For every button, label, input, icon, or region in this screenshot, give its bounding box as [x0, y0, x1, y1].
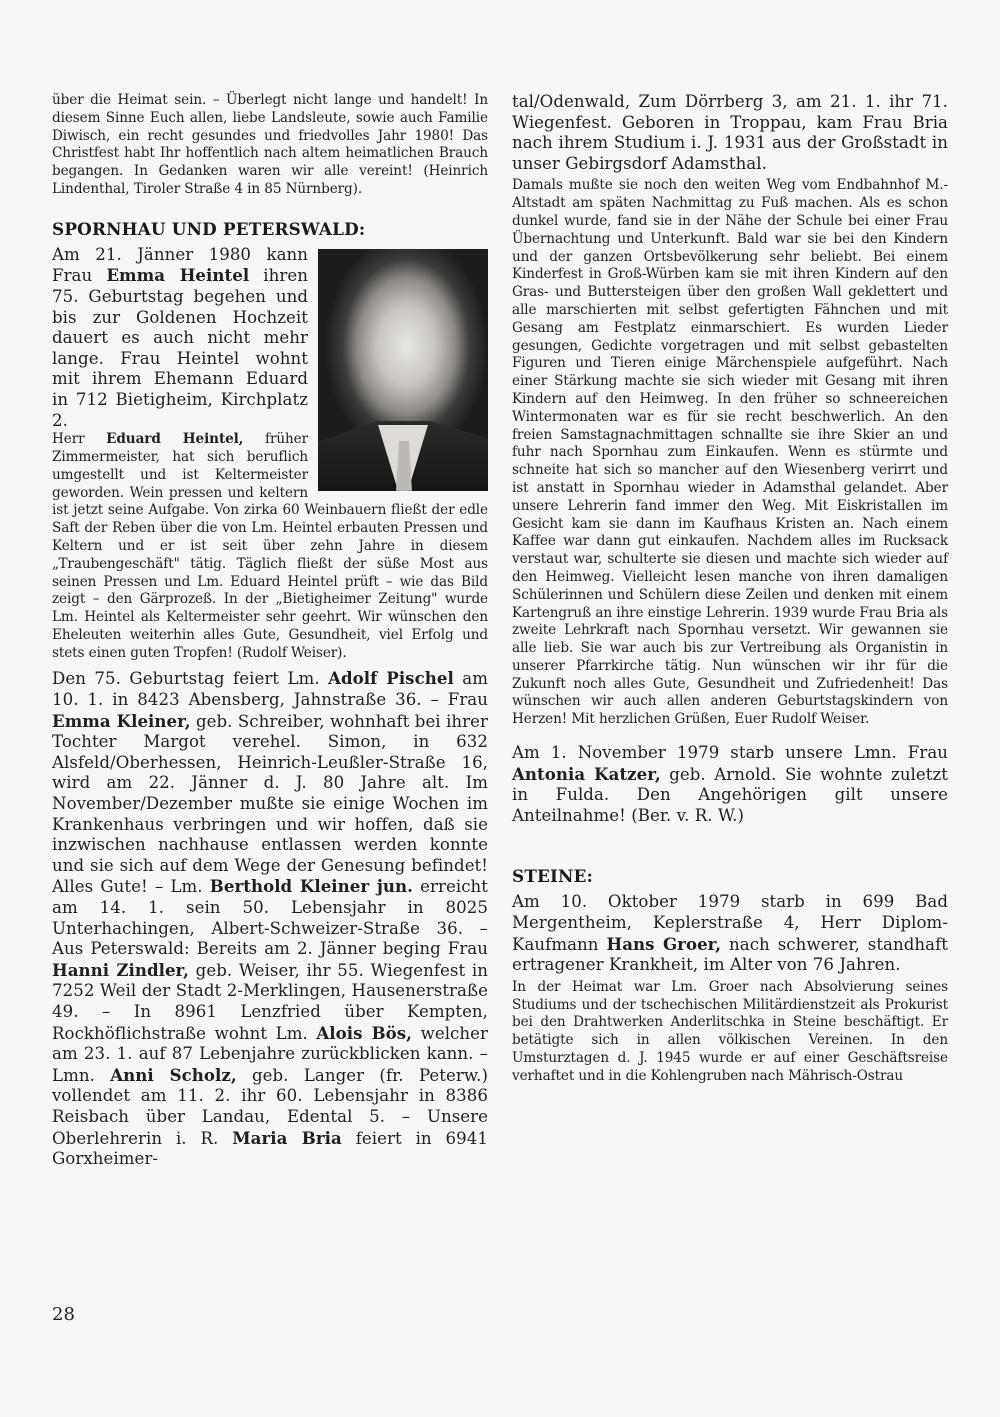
person-name: Emma Kleiner, [52, 710, 191, 731]
section-heading-steine: STEINE: [512, 866, 593, 887]
eduard-heintel-paragraph: Herr Eduard Heintel, früher Zimmermeister, hat sich beruflich umgestellt und ist Keltermeister geworden. Wein pressen und keltern ist jetzt seine Aufgabe. Von zirka 60 Weinbauern fließt der edle Saft der Reben über die von Lm. Heintel erbauten Pressen und Keltern und er ist seit über zehn Jahre in diesem „Traubengeschäft" tätig. Täglich fließt der süße Most aus seinen Pressen und Lm. Eduard Heintel prüft – wie das Bild zeigt – den Gärprozeß. In der „Bietigheimer Zeitung" wurde Lm. Heintel als Keltermeister sehr geehrt. Wir wünschen den Eheleuten weiterhin alles Gute, Gesundheit, viel Erfolg und stets einen guten Tropfen! (Rudolf Weiser). [52, 431, 488, 661]
page-number: 28 [52, 1304, 75, 1325]
intro-paragraph: über die Heimat sein. – Überlegt nicht lange und handelt! In diesem Sinne Euch allen, liebe Landsleute, sowie auch Familie Diwisch, ein recht gesundes und friedvolles Jahr 1980! Das Christfest habt Ihr hoffentlich nach altem heimatlichen Brauch begangen. In Gedanken waren wir alle vereint! (Heinrich Lindenthal, Tiroler Straße 4 in 85 Nürnberg). [52, 92, 488, 197]
bria-story-paragraph: Damals mußte sie noch den weiten Weg vom Endbahnhof M.-Altstadt am späten Nachmittag zu Fuß machen. Als es schon dunkel wurde, fand sie in der Nähe der Schule bei einer Frau Übernachtung und Unterkunft. Bald war sie bei den Kindern und der ganzen Ortsbevölkerung sehr beliebt. Bei einem Kinderfest in Groß-Würben kam sie mit ihren Kindern auf den Gras- und Buttersteigen über den großen Wall geklettert und alle marschierten mit selbst gefertigten Fähnchen und mit Gesang am Festplatz einmarschiert. Es wurden Lieder gesungen, Gedichte vorgetragen und mit selbst gebastelten Figuren und Tieren einige Märchenspiele aufgeführt. Nach einer Stärkung machte sie sich wieder mit Gesang mit ihren Kindern auf den Heimweg. In den früher so schneereichen Wintermonaten war es für sie recht beschwerlich. An den freien Samstagnachmittagen schnallte sie ihre Skier an und fuhr nach Spornhau zum Einkaufen. Wenn es stürmte und schneite hat sich so mancher auf den Wiesenberg verirrt und ist anstatt in Spornhau wieder in Adamsthal gelandet. Aber unsere Lehrerin fand immer den Weg. Mit Eiskristallen im Gesicht kam sie dann im Kaufhaus Kristen an. Nach einem Kaffee war dann gut einkaufen. Nachdem alles im Rucksack verstaut war, schulterte sie diesen und machte sich wieder auf den Heimweg. Vielleicht lesen manche von ihren damaligen Schülerinnen und Schülern diese Zeilen und denken mit einem Kartengruß an ihre einstige Lehrerin. 1939 wurde Frau Bria als zweite Lehrkraft nach Spornhau versetzt. Wir gewannen sie alle lieb. Sie war auch bis zur Vertreibung als Organistin in unserer Pfarrkirche tätig. Nun wünschen wir ihr für die Zukunft noch alles Gute, Gesundheit und Zufriedenheit! Das wünschen wir auch allen anderen Geburtstagskindern von Herzen! Mit herzlichen Grüßen, Euer Rudolf Weiser. [512, 177, 948, 728]
portrait-photo-icon [318, 249, 488, 491]
person-name: Hanni Zindler, [52, 959, 189, 980]
birthdays-paragraph: Den 75. Geburtstag feiert Lm. Adolf Pischel am 10. 1. in 8423 Abensberg, Jahnstraße 36. – Frau Emma Kleiner, geb. Schreiber, wohnhaft bei ihrer Tochter Margot verehel. Simon, in 632 Alsfeld/Oberhessen, Heinrich-Leußler-Straße 16, wird am 22. Jänner d. J. 80 Jahre alt. Im November/Dezember mußte sie einige Wochen im Krankenhaus verbringen und wir hoffen, daß sie inzwischen nachhause entlassen werden konnte und sie sich auf dem Wege der Genesung befindet! Alles Gute! – Lm. Berthold Kleiner jun. erreicht am 14. 1. sein 50. Lebensjahr in 8025 Unterhachingen, Albert-Schweizer-Straße 36. – Aus Peterswald: Bereits am 2. Jänner beging Frau Hanni Zindler, geb. Weiser, ihr 55. Wiegenfest in 7252 Weil der Stadt 2-Merklingen, Hausenerstraße 49. – In 8961 Lenzfried über Kempten, Rockhöflichstraße wohnt Lm. Alois Bös, welcher am 23. 1. auf 87 Lebenjahre zurückblicken kann. – Lmn. Anni Scholz, geb. Langer (fr. Peterw.) vollendet am 11. 2. ihr 60. Lebensjahr in 8386 Reisbach über Landau, Edental 5. – Unsere Oberlehrerin i. R. Maria Bria feiert in 6941 Gorxheimer- [52, 668, 489, 1169]
person-name: Antonia Katzer, [512, 763, 661, 784]
right-column [512, 92, 948, 1086]
bria-continued-paragraph: tal/Odenwald, Zum Dörrberg 3, am 21. 1. ihr 71. Wiegenfest. Geboren in Troppau, kam Frau Bria nach ihrem Studium i. J. 1931 aus der Großstadt in unser Gebirgsdorf Adamsthal. [512, 92, 948, 173]
section-heading-spornhau-peterswald: SPORNHAU UND PETERSWALD: [52, 218, 366, 239]
person-name: Eduard Heintel, [106, 431, 244, 448]
person-name: Hans Groer, [606, 933, 722, 954]
person-name: Anni Scholz, [110, 1064, 237, 1085]
person-name: Berthold Kleiner jun. [209, 876, 413, 897]
left-column [52, 92, 488, 1170]
heintel-birthday-paragraph: Am 21. Jänner 1980 kann Frau Emma Heintel ihren 75. Geburtstag begehen und bis zur Goldenen Hochzeit dauert es auch nicht mehr lange. Frau Heintel wohnt mit ihrem Ehemann Eduard in 712 Bietigheim, Kirchplatz 2. [52, 244, 308, 430]
person-name: Alois Bös, [316, 1022, 412, 1043]
person-name: Maria Bria [232, 1127, 342, 1148]
groer-obituary-paragraph: Am 10. Oktober 1979 starb in 699 Bad Mergentheim, Keplerstraße 4, Herr Diplom-Kaufmann Hans Groer, nach schwerer, standhaft ertragener Krankheit, im Alter von 76 Jahren. [512, 892, 948, 975]
person-name: Emma Heintel [106, 265, 250, 286]
katzer-obituary-paragraph: Am 1. November 1979 starb unsere Lmn. Frau Antonia Katzer, geb. Arnold. Sie wohnte zuletzt in Fulda. Den Angehörigen gilt unsere Anteilnahme! (Ber. v. R. W.) [512, 743, 949, 825]
person-name: Adolf Pischel [328, 668, 454, 689]
groer-story-paragraph: In der Heimat war Lm. Groer nach Absolvierung seines Studiums und der tschechischen Militärdienstzeit als Prokurist bei den Drahtwerken Anderlitschka in Steine beschäftigt. Er betätigte sich in allen völkischen Vereinen. In den Umsturztagen d. J. 1945 wurde er auf einer Geschäftsreise verhaftet und in die Kohlengruben nach Mährisch-Ostrau [512, 978, 948, 1084]
